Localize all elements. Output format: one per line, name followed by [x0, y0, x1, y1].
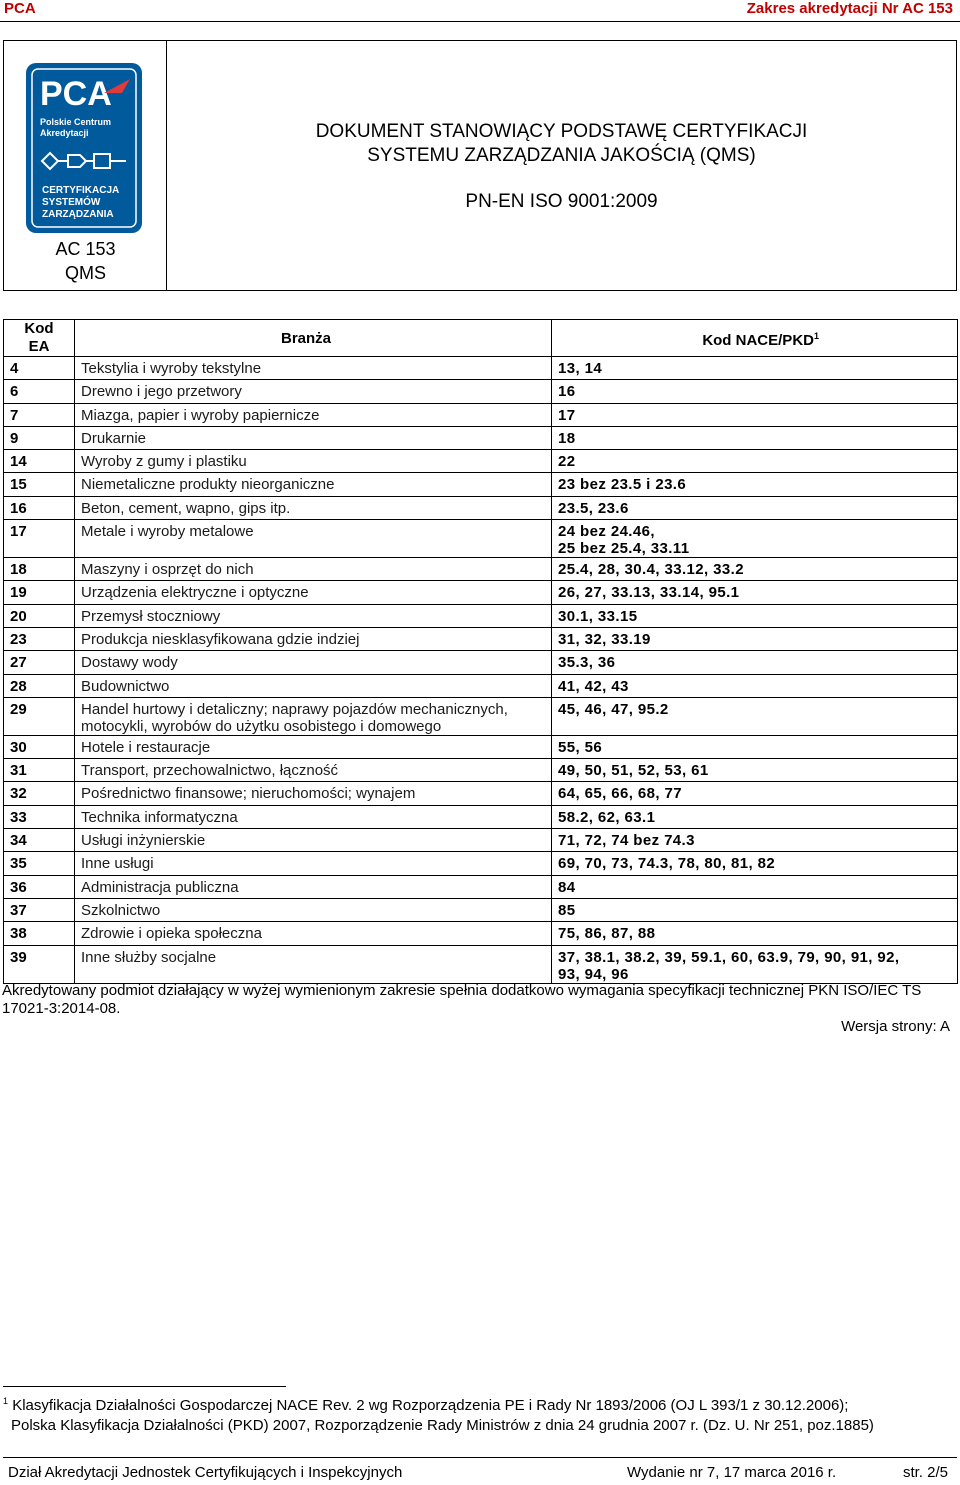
cell-code: 19: [4, 581, 75, 604]
doc-title-line2: SYSTEMU ZARZĄDZANIA JAKOŚCIĄ (QMS): [367, 145, 756, 166]
cell-nace: 75, 86, 87, 88: [552, 922, 958, 945]
title-box: [3, 40, 957, 291]
cell-code: 34: [4, 829, 75, 852]
cell-branch: Metale i wyroby metalowe: [75, 520, 552, 558]
table-row: [4, 875, 958, 898]
table-row: [4, 604, 958, 627]
cell-branch: Administracja publiczna: [75, 875, 552, 898]
table-row: [4, 581, 958, 604]
table-row: [4, 945, 958, 983]
cell-nace: 64, 65, 66, 68, 77: [552, 782, 958, 805]
table-row: [4, 558, 958, 581]
cell-nace: 69, 70, 73, 74.3, 78, 80, 81, 82: [552, 852, 958, 875]
cell-branch: Usługi inżynierskie: [75, 829, 552, 852]
cell-branch: Produkcja niesklasyfikowana gdzie indziej: [75, 627, 552, 650]
cell-code: 4: [4, 357, 75, 380]
cell-code: 20: [4, 604, 75, 627]
accreditation-scope: QMS: [64, 263, 106, 283]
page-version: Wersja strony: A: [841, 1018, 950, 1035]
footnote-line1: [3, 1391, 953, 1416]
table-row: [4, 380, 958, 403]
cell-nace: 41, 42, 43: [552, 674, 958, 697]
cell-code: 15: [4, 473, 75, 496]
accreditation-note: Akredytowany podmiot działający w wyżej wymienionym zakresie spełnia dodatkowo wymagania specyfikacji technicznej PKN ISO/IEC TS 17021-3:2014-08.: [2, 982, 922, 1017]
cell-nace: 13, 14: [552, 357, 958, 380]
cell-code: 36: [4, 875, 75, 898]
cell-nace: 84: [552, 875, 958, 898]
table-row: [4, 759, 958, 782]
table-row: [4, 357, 958, 380]
cell-nace: 22: [552, 450, 958, 473]
cell-code: 37: [4, 898, 75, 921]
table-row: [4, 450, 958, 473]
cell-branch: Dostawy wody: [75, 651, 552, 674]
cell-code: 18: [4, 558, 75, 581]
cell-branch: Technika informatyczna: [75, 805, 552, 828]
footer-edition: Wydanie nr 7, 17 marca 2016 r.: [627, 1464, 837, 1481]
cell-code: 33: [4, 805, 75, 828]
cell-code: 35: [4, 852, 75, 875]
table-row: [4, 403, 958, 426]
header-right: Zakres akredytacji Nr AC 153: [746, 0, 953, 17]
cell-branch: Drewno i jego przetwory: [75, 380, 552, 403]
cell-branch: Niemetaliczne produkty nieorganiczne: [75, 473, 552, 496]
table-row: [4, 651, 958, 674]
logo-brand: PCA: [40, 75, 112, 113]
table-row: [4, 735, 958, 758]
cell-nace: 71, 72, 74 bez 74.3: [552, 829, 958, 852]
cell-code: 16: [4, 496, 75, 519]
footnote-separator: [3, 1386, 286, 1387]
header-code-line1: Kod: [24, 320, 54, 337]
cell-nace: 17: [552, 403, 958, 426]
cell-nace: 37, 38.1, 38.2, 39, 59.1, 60, 63.9, 79, 90, 91, 92, 93, 94, 96: [552, 945, 958, 983]
page-footer: [8, 1464, 948, 1481]
header-nace-sup: 1: [813, 330, 819, 341]
logo-cert-line2: SYSTEMÓW: [42, 197, 101, 208]
cell-nace: 16: [552, 380, 958, 403]
cell-nace: 55, 56: [552, 735, 958, 758]
cell-nace: 23.5, 23.6: [552, 496, 958, 519]
cell-code: 17: [4, 520, 75, 558]
cell-nace: 26, 27, 33.13, 33.14, 95.1: [552, 581, 958, 604]
logo-cell: [4, 41, 167, 290]
cell-code: 27: [4, 651, 75, 674]
cell-branch: Inne usługi: [75, 852, 552, 875]
cell-code: 23: [4, 627, 75, 650]
cell-branch: Hotele i restauracje: [75, 735, 552, 758]
cell-branch: Inne służby socjalne: [75, 945, 552, 983]
cell-code: 39: [4, 945, 75, 983]
header-code-line2: EA: [28, 338, 50, 355]
cell-nace: 35.3, 36: [552, 651, 958, 674]
doc-title-line1: DOKUMENT STANOWIĄCY PODSTAWĘ CERTYFIKACJI: [315, 121, 808, 142]
cell-nace: 24 bez 24.46, 25 bez 25.4, 33.11: [552, 520, 958, 558]
footer-department: Dział Akredytacji Jednostek Certyfikujących i Inspekcyjnych: [8, 1464, 403, 1481]
logo-org-line2: Akredytacji: [40, 128, 89, 138]
cell-branch: Budownictwo: [75, 674, 552, 697]
cell-code: 29: [4, 697, 75, 735]
logo-org-line1: Polskie Centrum: [40, 117, 112, 127]
cell-branch: Urządzenia elektryczne i optyczne: [75, 581, 552, 604]
cell-nace: 18: [552, 426, 958, 449]
cell-nace: 25.4, 28, 30.4, 33.12, 33.2: [552, 558, 958, 581]
cell-nace: 30.1, 33.15: [552, 604, 958, 627]
cell-branch: Transport, przechowalnictwo, łączność: [75, 759, 552, 782]
cell-code: 38: [4, 922, 75, 945]
header-branch: Branża: [75, 320, 552, 357]
table-row: [4, 782, 958, 805]
cell-code: 32: [4, 782, 75, 805]
cell-code: 7: [4, 403, 75, 426]
cell-branch: Wyroby z gumy i plastiku: [75, 450, 552, 473]
cell-branch: Drukarnie: [75, 426, 552, 449]
cell-nace: 31, 32, 33.19: [552, 627, 958, 650]
footnote-text1: Klasyfikacja Działalności Gospodarczej NACE Rev. 2 wg Rozporządzenia PE i Rady Nr 1893/2006 (OJ L 393/1 z 30.12.2006);: [12, 1397, 849, 1414]
cell-nace: 85: [552, 898, 958, 921]
table-header-row: [4, 320, 958, 357]
cell-branch: Zdrowie i opieka społeczna: [75, 922, 552, 945]
cell-branch: Szkolnictwo: [75, 898, 552, 921]
logo-cert-line3: ZARZĄDZANIA: [42, 209, 114, 220]
cell-code: 28: [4, 674, 75, 697]
table-row: [4, 520, 958, 558]
cell-branch: Maszyny i osprzęt do nich: [75, 558, 552, 581]
table-row: [4, 922, 958, 945]
header-nace-label: Kod NACE/PKD: [702, 331, 814, 349]
cell-code: 31: [4, 759, 75, 782]
cell-code: 14: [4, 450, 75, 473]
header-left: PCA: [4, 0, 36, 17]
table-body: [4, 357, 958, 984]
header-code: [4, 320, 75, 357]
footnote: [3, 1391, 953, 1436]
footnote-marker: 1: [3, 1396, 9, 1406]
footnote-line2: Polska Klasyfikacja Działalności (PKD) 2007, Rozporządzenie Rady Ministrów z dnia 24 grudnia 2007 r. (Dz. U. Nr 251, poz.1885): [11, 1417, 874, 1434]
table-row: [4, 473, 958, 496]
footer-separator: [3, 1457, 957, 1458]
cell-branch: Miazga, papier i wyroby papiernicze: [75, 403, 552, 426]
table-row: [4, 674, 958, 697]
cell-code: 30: [4, 735, 75, 758]
cell-code: 6: [4, 380, 75, 403]
table-row: [4, 697, 958, 735]
doc-standard: PN-EN ISO 9001:2009: [465, 191, 658, 212]
cell-nace: 58.2, 62, 63.1: [552, 805, 958, 828]
scope-table: [3, 319, 958, 984]
cell-branch: Handel hurtowy i detaliczny; naprawy pojazdów mechanicznych, motocykli, wyrobów do użytku osobistego i domowego: [75, 697, 552, 735]
table-row: [4, 852, 958, 875]
cell-branch: Tekstylia i wyroby tekstylne: [75, 357, 552, 380]
footer-page: str. 2/5: [902, 1464, 948, 1481]
logo-cert-line1: CERTYFIKACJA: [42, 185, 120, 196]
page-header: [0, 0, 960, 22]
header-nace: [552, 320, 958, 357]
table-row: [4, 805, 958, 828]
cell-nace: 49, 50, 51, 52, 53, 61: [552, 759, 958, 782]
cell-branch: Pośrednictwo finansowe; nieruchomości; wynajem: [75, 782, 552, 805]
cell-nace: 23 bez 23.5 i 23.6: [552, 473, 958, 496]
table-row: [4, 898, 958, 921]
cell-branch: Beton, cement, wapno, gips itp.: [75, 496, 552, 519]
table-row: [4, 426, 958, 449]
table-row: [4, 627, 958, 650]
table-row: [4, 496, 958, 519]
cell-code: 9: [4, 426, 75, 449]
table-row: [4, 829, 958, 852]
accreditation-number: AC 153: [55, 239, 116, 259]
cell-branch: Przemysł stoczniowy: [75, 604, 552, 627]
cell-nace: 45, 46, 47, 95.2: [552, 697, 958, 735]
